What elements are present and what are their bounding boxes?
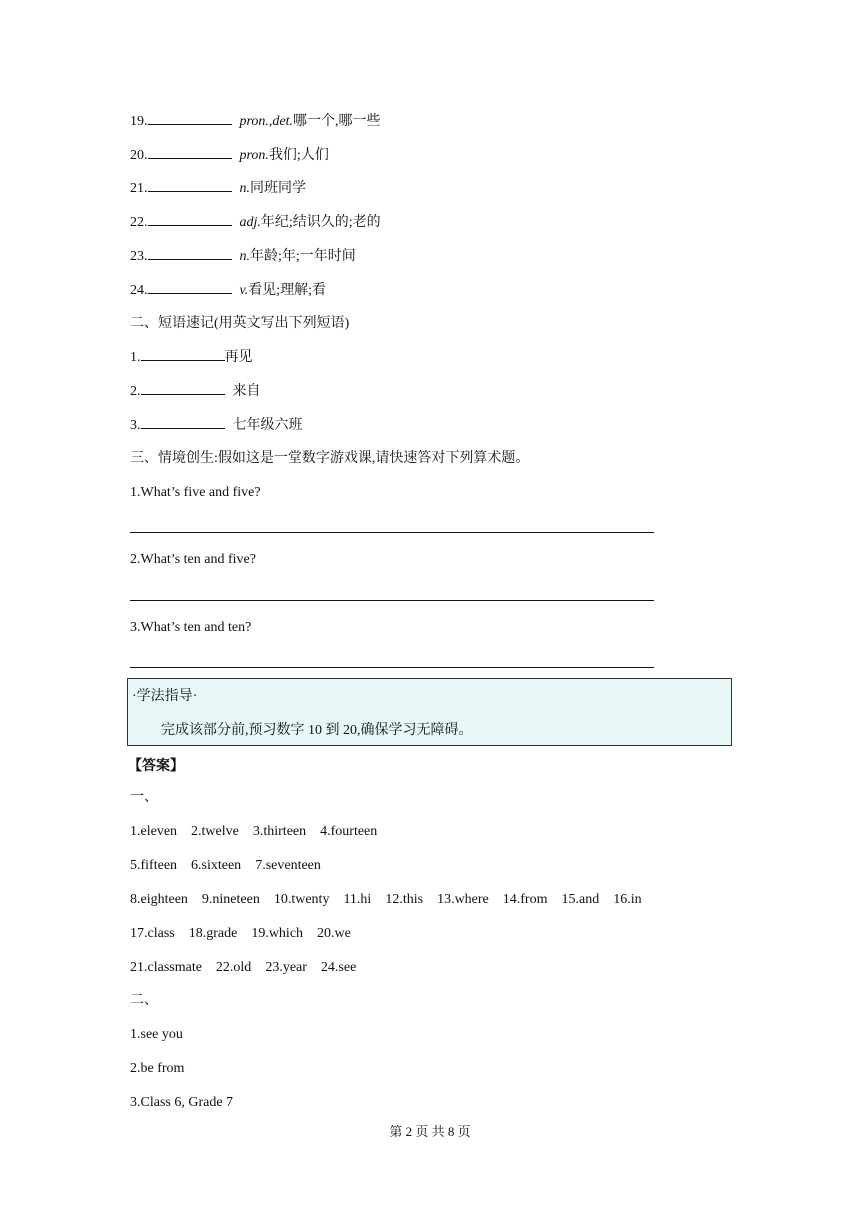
item-meaning: 我们;人们 (268, 148, 329, 163)
item-number: 19. (130, 114, 148, 129)
answers-heading: 【答案】 (128, 759, 184, 774)
part-of-speech: pron. (239, 148, 269, 163)
vocab-item-23 (130, 246, 356, 267)
answer-word: 9.nineteen (201, 892, 260, 907)
answers-part2-row-3: 3.Class 6, Grade 7 (130, 1095, 234, 1110)
item-number: 2. (130, 384, 141, 399)
item-number: 22. (130, 215, 148, 230)
tip-title: ·学法指导· (132, 689, 198, 704)
answer-word: 3.thirteen (252, 824, 307, 839)
phrase-item-1 (130, 347, 253, 368)
answer-word: 24.see (320, 960, 357, 975)
item-meaning: 哪一个,哪一些 (293, 114, 381, 129)
answers-part2-row-2: 2.be from (130, 1061, 185, 1076)
answer-word: 22.old (215, 960, 252, 975)
answer-blank[interactable] (148, 212, 232, 226)
tip-text: 完成该部分前,预习数字 10 到 20,确保学习无障碍。 (161, 723, 473, 738)
answer-blank[interactable] (141, 381, 225, 395)
answers-part2-label: 二、 (130, 993, 158, 1008)
answer-blank[interactable] (148, 280, 232, 294)
answer-word: 4.fourteen (320, 824, 378, 839)
answers-part1-label: 一、 (130, 790, 158, 805)
answer-word: 23.year (265, 960, 307, 975)
answer-word: 18.grade (188, 926, 238, 941)
answer-blank[interactable] (148, 246, 232, 260)
answers-row-2 (130, 856, 321, 876)
answers-row-1 (130, 822, 377, 842)
item-number: 21. (130, 181, 148, 196)
answer-line-2[interactable] (130, 600, 654, 601)
answer-word: 14.from (502, 892, 548, 907)
item-meaning: 看见;理解;看 (248, 283, 326, 298)
question-1: 1.What’s five and five? (130, 485, 261, 500)
part-of-speech: v. (239, 283, 249, 298)
section2-heading: 二、短语速记(用英文写出下列短语) (130, 316, 350, 331)
answers-row-4 (130, 924, 351, 944)
answer-word: 16.in (613, 892, 642, 907)
part-of-speech: adj. (239, 215, 261, 230)
answer-blank[interactable] (141, 347, 225, 361)
vocab-item-20 (130, 145, 329, 166)
answer-word: 11.hi (343, 892, 372, 907)
answer-word: 7.seventeen (255, 858, 321, 873)
answer-word: 19.which (251, 926, 304, 941)
answer-word: 6.sixteen (191, 858, 242, 873)
answers-row-5 (130, 958, 356, 978)
answer-word: 13.where (437, 892, 489, 907)
item-number: 3. (130, 418, 141, 433)
answer-word: 20.we (317, 926, 351, 941)
study-tip-box (127, 678, 732, 746)
answer-line-1[interactable] (130, 532, 654, 533)
vocab-item-22 (130, 212, 381, 233)
item-number: 24. (130, 283, 148, 298)
answer-word: 21.classmate (130, 960, 202, 975)
answer-word: 5.fifteen (130, 858, 178, 873)
item-meaning: 来自 (232, 384, 261, 399)
vocab-item-21 (130, 178, 306, 199)
item-number: 1. (130, 350, 141, 365)
answer-word: 12.this (385, 892, 424, 907)
item-meaning: 年龄;年;一年时间 (250, 249, 356, 264)
section3-heading: 三、情境创生:假如这是一堂数字游戏课,请快速答对下列算术题。 (130, 451, 530, 466)
item-meaning: 七年级六班 (232, 418, 303, 433)
part-of-speech: n. (239, 249, 250, 264)
answer-blank[interactable] (141, 415, 225, 429)
item-meaning: 再见 (224, 350, 253, 365)
question-3: 3.What’s ten and ten? (130, 620, 252, 635)
page-footer: 第 2 页 共 8 页 (389, 1124, 471, 1139)
phrase-item-2 (130, 381, 261, 402)
part-of-speech: pron.,det. (239, 114, 294, 129)
item-number: 20. (130, 148, 148, 163)
answers-part2-row-1: 1.see you (130, 1027, 183, 1042)
answer-blank[interactable] (148, 178, 232, 192)
item-number: 23. (130, 249, 148, 264)
item-meaning: 年纪;结识久的;老的 (260, 215, 381, 230)
answer-word: 8.eighteen (130, 892, 188, 907)
part-of-speech: n. (239, 181, 250, 196)
answer-blank[interactable] (148, 111, 232, 125)
answer-word: 15.and (561, 892, 600, 907)
item-meaning: 同班同学 (250, 181, 306, 196)
question-2: 2.What’s ten and five? (130, 552, 256, 567)
answers-row-3 (130, 890, 642, 910)
answer-word: 17.class (130, 926, 175, 941)
answer-line-3[interactable] (130, 667, 654, 668)
answer-word: 2.twelve (191, 824, 239, 839)
answer-word: 1.eleven (130, 824, 178, 839)
answer-blank[interactable] (148, 145, 232, 159)
vocab-item-19 (130, 111, 381, 132)
vocab-item-24 (130, 280, 326, 301)
phrase-item-3 (130, 415, 303, 436)
answer-word: 10.twenty (273, 892, 330, 907)
